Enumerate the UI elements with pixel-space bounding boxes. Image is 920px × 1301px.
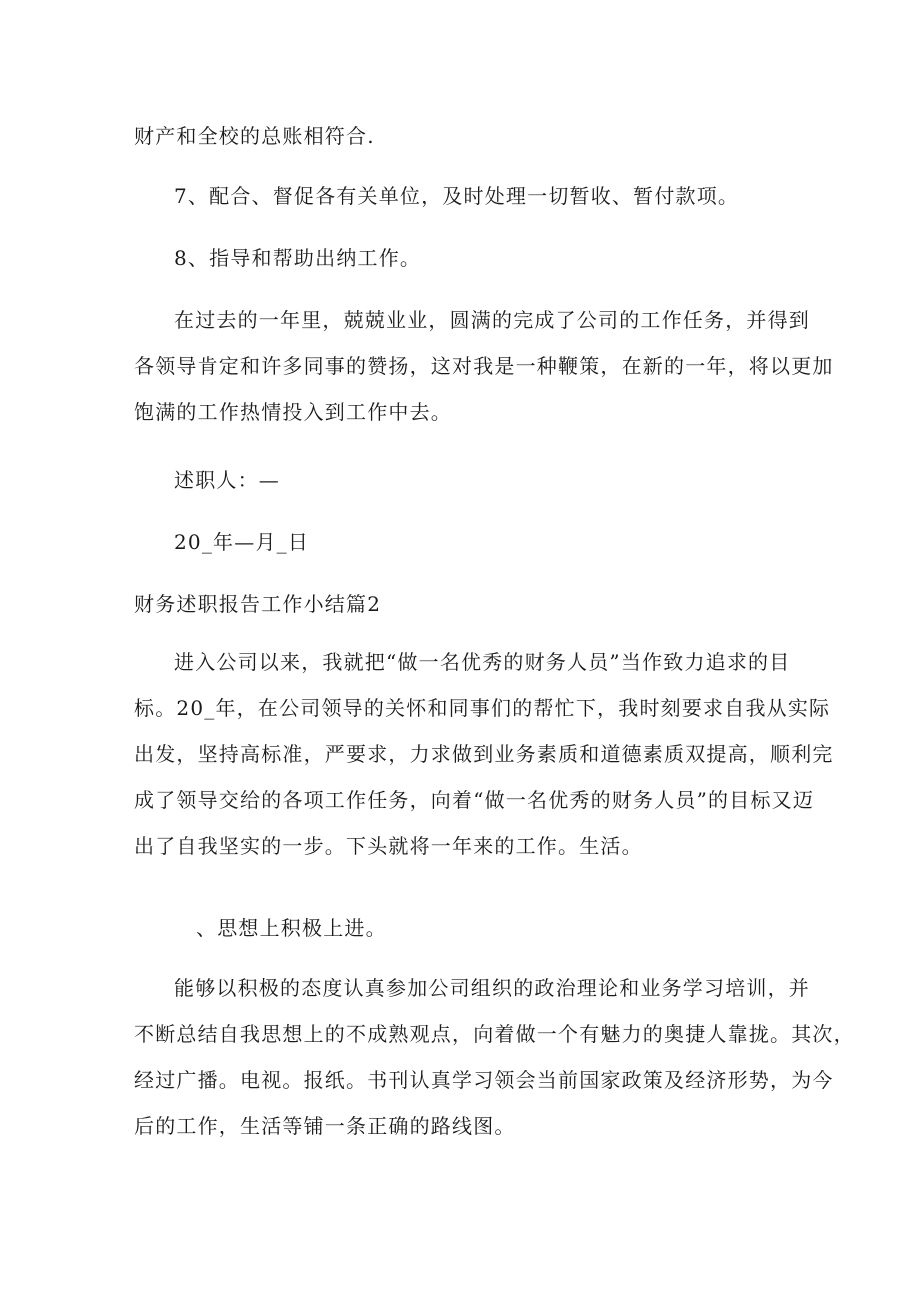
paragraph-line: 饱满的工作热情投入到工作中去。 — [134, 400, 452, 424]
paragraph-line: 标。20_年，在公司领导的关怀和同事们的帮忙下，我时刻要求自我从实际 — [134, 696, 831, 720]
subheading: 、思想上积极上进。 — [196, 916, 387, 940]
paragraph-line: 成了领导交给的各项工作任务，向着“做一名优秀的财务人员”的目标又迈 — [134, 788, 815, 812]
section-heading: 财务述职报告工作小结篇2 — [134, 592, 382, 616]
paragraph-line: 进入公司以来，我就把“做一名优秀的财务人员”当作致力追求的目 — [174, 650, 791, 674]
list-item-7: 7、配合、督促各有关单位，及时处理一切暂收、暂付款项。 — [174, 184, 740, 208]
paragraph-line: 出了自我坚实的一步。下头就将一年来的工作。生活。 — [134, 834, 643, 858]
paragraph-line: 不断总结自我思想上的不成熟观点，向着做一个有魅力的奥捷人靠拢。其次， — [134, 1022, 855, 1046]
paragraph-intro — [134, 648, 834, 878]
paragraph-line: 后的工作，生活等铺一条正确的路线图。 — [134, 1114, 516, 1138]
signature-line: 述职人：— — [174, 468, 280, 492]
paragraph-line: 经过广播。电视。报纸。书刊认真学习领会当前国家政策及经济形势，为今 — [134, 1068, 834, 1092]
paragraph-thoughts — [134, 974, 855, 1158]
paragraph-ledger-match: 财产和全校的总账相符合. — [134, 124, 375, 148]
list-item-8: 8、指导和帮助出纳工作。 — [174, 246, 422, 270]
paragraph-line: 各领导肯定和许多同事的赞扬，这对我是一种鞭策，在新的一年，将以更加 — [134, 354, 834, 378]
paragraph-line: 出发，坚持高标准，严要求，力求做到业务素质和道德素质双提高，顺利完 — [134, 742, 834, 766]
paragraph-summary — [134, 306, 834, 444]
paragraph-line: 能够以积极的态度认真参加公司组织的政治理论和业务学习培训，并 — [174, 976, 810, 1000]
paragraph-line: 在过去的一年里，兢兢业业，圆满的完成了公司的工作任务，并得到 — [174, 308, 810, 332]
date-line: 20_年—月_日 — [174, 530, 310, 554]
